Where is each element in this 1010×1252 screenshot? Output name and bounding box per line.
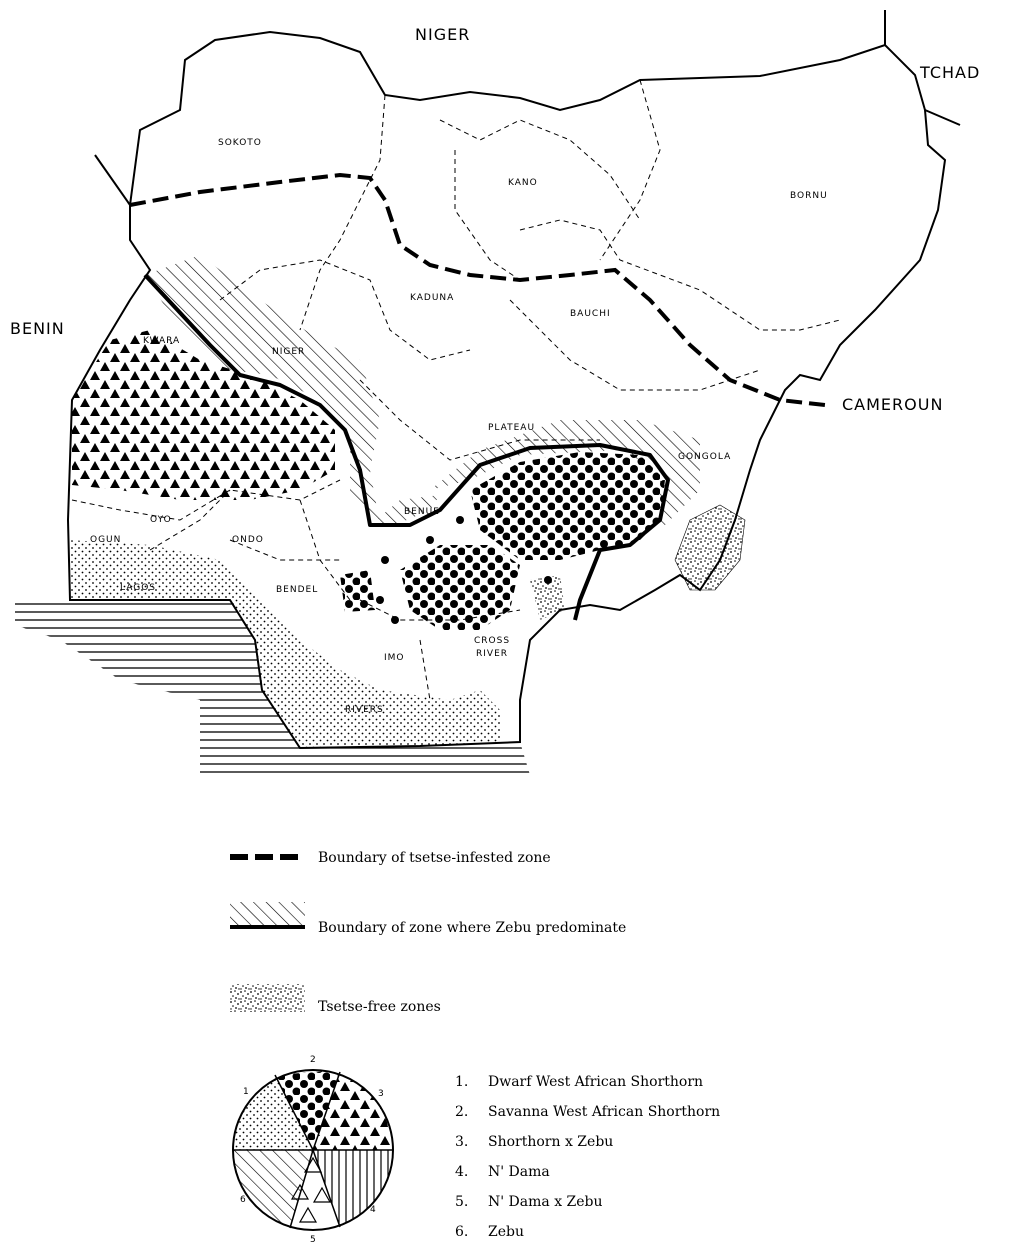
label-tchad: TCHAD [920,63,981,82]
sector-num-4: 4 [370,1205,377,1215]
legend-tsetse-free-label: Tsetse-free zones [318,999,441,1015]
legend [230,850,626,1015]
breed-name-6: Zebu [488,1224,524,1240]
label-imo: IMO [384,653,405,663]
breed-name-1: Dwarf West African Shorthorn [488,1074,704,1090]
label-gongola: GONGOLA [678,452,732,462]
label-bornu: BORNU [790,191,828,201]
label-cross: CROSS [474,636,511,646]
breed-num-3: 3. [455,1134,469,1150]
legend-tsetse-label: Boundary of tsetse-infested zone [318,850,551,866]
sector-num-3: 3 [378,1089,385,1099]
breed-name-5: N' Dama x Zebu [488,1194,603,1210]
label-benue: BENUE [404,507,440,517]
label-oyo: OYO [150,515,172,525]
label-kwara: KWARA [143,336,181,346]
label-kaduna: KADUNA [410,293,455,303]
label-plateau: PLATEAU [488,423,536,433]
label-bauchi: BAUCHI [570,309,611,319]
sector-num-1: 1 [243,1087,250,1097]
breed-name-2: Savanna West African Shorthorn [488,1104,721,1120]
label-ondo: ONDO [232,535,264,545]
legend-zebu-symbol [230,902,305,927]
breed-num-4: 4. [455,1164,469,1180]
legend-zebu-label: Boundary of zone where Zebu predominate [318,920,627,936]
breed-num-2: 2. [455,1104,469,1120]
sector-num-2: 2 [310,1055,317,1065]
label-niger-state: NIGER [272,347,306,357]
sector-num-5: 5 [310,1235,317,1245]
breed-key-list [455,1074,720,1240]
breed-name-4: N' Dama [488,1164,550,1180]
savanna-dot-zone [340,452,665,630]
label-bendel: BENDEL [276,585,319,595]
label-lagos: LAGOS [120,583,156,593]
label-benin: BENIN [10,319,65,338]
label-kano: KANO [508,178,538,188]
label-sokoto: SOKOTO [218,138,262,148]
label-ogun: OGUN [90,535,122,545]
breed-name-3: Shorthorn x Zebu [488,1134,614,1150]
sector-num-6: 6 [240,1195,247,1205]
legend-tsetse-free-symbol [230,984,305,1012]
label-cameroun: CAMEROUN [842,395,944,414]
label-rivers: RIVERS [345,705,384,715]
breed-key-circle [233,1055,393,1245]
breed-num-5: 5. [455,1194,469,1210]
breed-num-6: 6. [455,1224,469,1240]
label-river: RIVER [476,649,509,659]
breed-num-1: 1. [455,1074,469,1090]
label-niger-country: NIGER [415,25,471,44]
